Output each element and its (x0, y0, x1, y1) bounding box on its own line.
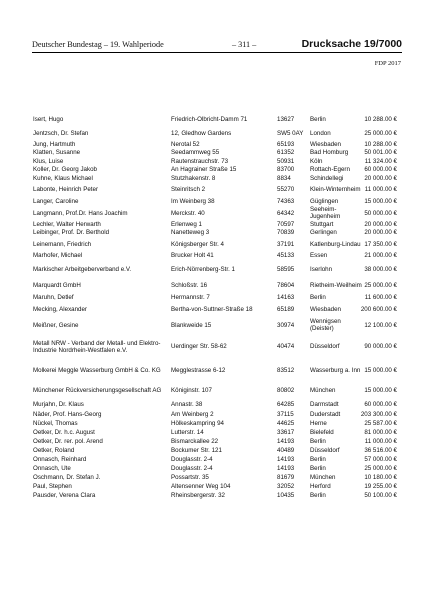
donor-name: Langer, Caroline (33, 197, 79, 205)
donation-amount: 10 288.00 € (364, 115, 397, 123)
donor-postcode: 70839 (277, 229, 295, 237)
donor-street: Rautenstrauchstr. 73 (171, 157, 229, 165)
donor-name: Isert, Hugo (33, 115, 64, 123)
donor-postcode: 14193 (277, 456, 295, 463)
donor-city: Bad Homburg (310, 149, 349, 157)
donor-city: Köln (310, 157, 323, 165)
table-row (33, 400, 401, 410)
donor-name: Oschmann, Dr. Stefan J. (33, 474, 101, 481)
donor-city: Katlenburg-Lindau (310, 240, 361, 248)
donation-amount: 81 000.00 € (364, 429, 397, 436)
donor-street: Merckstr. 40 (171, 209, 205, 217)
donor-postcode: 58595 (277, 265, 295, 273)
donation-amount: 11 000.00 € (364, 186, 397, 193)
donation-amount: 17 350.00 € (364, 240, 397, 248)
donor-postcode: 83512 (277, 367, 295, 374)
donation-amount: 21 000.00 € (364, 252, 397, 260)
donor-street: Hermannstr. 7 (171, 294, 210, 302)
donor-name: Klus, Luise (33, 157, 64, 165)
table-row (33, 464, 401, 473)
donation-amount: 60 000.00 € (364, 166, 397, 174)
donor-street: Hölkeskampring 94 (171, 420, 224, 427)
donor-postcode: 14193 (277, 465, 295, 472)
donor-name: Molkerei Meggle Wasserburg GmbH & Co. KG (33, 367, 161, 374)
table-row (33, 112, 401, 126)
donor-street: Am Weinberg 2 (171, 410, 214, 418)
donor-street: Königsberger Str. 4 (171, 240, 224, 248)
header-rule (32, 52, 402, 53)
table-row (33, 491, 401, 500)
section-tag: FDP 2017 (374, 60, 401, 67)
donor-postcode: 50931 (277, 157, 295, 165)
donor-city: Herne (310, 420, 327, 427)
donor-postcode: 64285 (277, 401, 295, 409)
donor-postcode: 61352 (277, 149, 295, 157)
donor-name: Koller, Dr. Georg Jakob (33, 166, 97, 174)
donor-postcode: 64342 (277, 209, 295, 217)
donor-name: Kuhne, Klaus Michael (33, 174, 93, 182)
donation-amount: 25 000.00 € (364, 129, 397, 137)
table-row (33, 302, 401, 317)
donor-name: Markischer Arbeitgeberverband e.V. (33, 265, 132, 273)
donor-name: Leinemann, Friedrich (33, 240, 92, 248)
donation-amount: 11 600.00 € (364, 294, 397, 302)
donor-name: Mecking, Alexander (33, 306, 87, 313)
donor-street: Erich-Nörrenberg-Str. 1 (171, 265, 235, 273)
donation-amount: 57 000.00 € (364, 456, 397, 463)
donor-street: Uerdinger Str. 58-62 (171, 343, 227, 350)
donor-city: Wiesbaden (310, 306, 341, 313)
donor-name: Labonte, Heinrich Peter (33, 186, 99, 193)
donor-street: Bismarckallee 22 (171, 438, 219, 445)
donor-city: Darmstadt (310, 401, 339, 409)
table-row (33, 333, 401, 360)
donation-amount: 20 000.00 € (364, 229, 397, 237)
donation-amount: 38 000.00 € (364, 265, 397, 273)
donor-street: Nanetteweg 3 (171, 229, 210, 237)
donor-name: Klatten, Susanne (33, 149, 81, 157)
donor-street: Nerotal 52 (171, 140, 200, 148)
donor-street: 12, Gledhow Gardens (171, 129, 232, 137)
table-row (33, 261, 401, 278)
donation-amount: 200 600.00 € (360, 306, 397, 313)
donation-amount: 11 000.00 € (364, 438, 397, 445)
donor-table (33, 112, 401, 500)
donor-street: Rheinsbergerstr. 32 (171, 492, 225, 499)
donor-postcode: 81679 (277, 474, 295, 481)
donor-street: Bockumer Str. 121 (171, 447, 222, 454)
donor-name: Lechler, Walter Herwarth (33, 220, 101, 228)
table-row (33, 149, 401, 158)
donation-amount: 19 255.00 € (364, 483, 397, 490)
donor-city: Klein-Winternheim (310, 186, 361, 193)
table-row (33, 157, 401, 166)
donor-street: Schloßstr. 16 (171, 282, 208, 289)
donor-city: Stuttgart (310, 220, 334, 228)
table-row (33, 278, 401, 294)
donation-amount: 25 587.00 € (364, 420, 397, 427)
donor-name: Onnasch, Ute (33, 465, 71, 472)
donor-name: Metall NRW - Verband der Metall- und Elektro-Industrie Nordrhein-Westfalen e.V. (33, 339, 161, 354)
donor-postcode: 33617 (277, 429, 295, 436)
donor-city: Duderstadt (310, 410, 341, 418)
donor-name: Oetker, Dr. h.c. August (33, 429, 95, 436)
donor-street: An Hagrainer Straße 15 (171, 166, 237, 174)
donor-name: Pausder, Verena Clara (33, 492, 96, 499)
donor-postcode: 44625 (277, 420, 295, 427)
donor-name: Onnasch, Reinhard (33, 456, 87, 463)
table-row (33, 197, 401, 207)
donor-city: Rietheim-Weilheim (310, 282, 362, 289)
donor-city: Düsseldorf (310, 447, 340, 454)
donor-street: Erlenweg 1 (171, 220, 202, 228)
donor-city: München (310, 474, 336, 481)
donor-city: Güglingen (310, 197, 339, 205)
donor-city: Berlin (310, 456, 326, 463)
donor-postcode: 40474 (277, 343, 295, 350)
donor-postcode: 80802 (277, 387, 295, 394)
donor-postcode: 65189 (277, 306, 295, 313)
donor-city: Berlin (310, 465, 326, 472)
donor-name: Meißner, Gesine (33, 321, 79, 329)
table-row (33, 237, 401, 251)
donor-name: Oetker, Roland (33, 447, 75, 454)
donor-name: Paul, Stephen (33, 483, 72, 490)
donor-city: Berlin (310, 294, 326, 302)
donor-street: Bertha-von-Suttner-Straße 18 (171, 306, 253, 313)
donor-postcode: 13627 (277, 115, 295, 123)
table-row (33, 410, 401, 420)
donor-postcode: 70597 (277, 220, 295, 228)
donor-street: Im Weinberg 38 (171, 197, 215, 205)
donor-postcode: 32052 (277, 483, 295, 490)
donor-postcode: 37115 (277, 410, 294, 418)
donor-name: Münchener Rückversicherungsgesellschaft AG (33, 387, 162, 394)
donor-postcode: 74363 (277, 197, 295, 205)
donation-amount: 36 516.00 € (364, 447, 397, 454)
table-row (33, 220, 401, 229)
donor-postcode: 30974 (277, 321, 295, 329)
donor-city: München (310, 387, 336, 394)
donor-name: Langmann, Prof.Dr. Hans Joachim (33, 209, 128, 217)
donor-street: Blankweide 15 (171, 321, 212, 329)
table-row (33, 419, 401, 428)
donor-name: Nückel, Thomas (33, 420, 78, 427)
donation-amount: 12 100.00 € (364, 321, 397, 329)
donor-city: Bielefeld (310, 429, 334, 436)
page-header (32, 40, 402, 52)
donor-name: Jentzsch, Dr. Stefan (33, 129, 89, 137)
donor-city: Berlin (310, 438, 326, 445)
table-row (33, 206, 401, 220)
donation-amount: 90 000.00 € (364, 343, 397, 350)
document-number: Drucksache 19/7000 (301, 38, 402, 50)
donor-city: Düsseldorf (310, 343, 340, 350)
donor-city: Wiesbaden (310, 140, 341, 148)
donor-street: Steinritsch 2 (171, 186, 206, 193)
donor-street: Brucker Holt 41 (171, 252, 214, 260)
donor-street: Lutterstr. 14 (171, 429, 204, 436)
donor-name: Marhofer, Michael (33, 252, 83, 260)
donation-amount: 20 000.00 € (364, 174, 397, 182)
donation-amount: 10 180.00 € (364, 474, 397, 481)
donor-street: Königinstr. 107 (171, 387, 212, 394)
table-row (33, 183, 401, 197)
table-row (33, 294, 401, 303)
donation-amount: 20 000.00 € (364, 220, 397, 228)
donor-street: Megglestrasse 6-12 (171, 367, 226, 374)
header-left: Deutscher Bundestag – 19. Wahlperiode (32, 40, 164, 49)
donation-amount: 25 000.00 € (364, 282, 397, 289)
donor-street: Douglasstr. 2-4 (171, 456, 213, 463)
table-row (33, 317, 401, 333)
donation-amount: 203 300.00 € (360, 410, 397, 418)
donor-postcode: 83700 (277, 166, 295, 174)
table-row (33, 473, 401, 482)
donor-street: Possartstr. 35 (171, 474, 209, 481)
table-row (33, 437, 401, 446)
donor-postcode: 37191 (277, 240, 295, 248)
donor-name: Jung, Hartmuth (33, 140, 76, 148)
donor-postcode: 45133 (277, 252, 295, 260)
donor-street: Seedammweg 55 (171, 149, 220, 157)
table-row (33, 166, 401, 175)
table-row (33, 482, 401, 491)
donor-name: Leibinger, Prof. Dr. Berthold (33, 229, 110, 237)
table-row (33, 381, 401, 400)
donor-postcode: 14163 (277, 294, 295, 302)
table-row (33, 455, 401, 464)
donor-city: Herford (310, 483, 331, 490)
donation-amount: 25 000.00 € (364, 465, 397, 472)
donor-street: Annastr. 38 (171, 401, 203, 409)
donor-postcode: 55270 (277, 186, 295, 193)
table-row (33, 446, 401, 455)
table-row (33, 126, 401, 140)
donor-street: Friedrich-Olbricht-Damm 71 (171, 115, 248, 123)
donation-amount: 50 100.00 € (364, 492, 397, 499)
table-row (33, 428, 401, 437)
donor-name: Murjahn, Dr. Klaus (33, 401, 84, 409)
donor-street: Douglasstr. 2-4 (171, 465, 213, 472)
table-row (33, 229, 401, 238)
donor-name: Oetker, Dr. rer. pol. Arend (33, 438, 103, 445)
donation-amount: 15 000.00 € (364, 387, 397, 394)
donor-street: Altensenner Weg 104 (171, 483, 231, 490)
donor-name: Maruhn, Detlef (33, 294, 74, 302)
donation-amount: 10 288.00 € (364, 140, 397, 148)
donor-name: Näder, Prof. Hans-Georg (33, 410, 102, 418)
donor-city: Essen (310, 252, 328, 260)
donation-amount: 15 000.00 € (364, 197, 397, 205)
donation-amount: 50 000.00 € (364, 209, 397, 217)
donor-postcode: 65193 (277, 140, 295, 148)
donor-postcode: 78604 (277, 282, 295, 289)
table-row (33, 174, 401, 183)
donor-city: Wasserburg a. Inn (310, 367, 361, 374)
donation-amount: 60 000.00 € (364, 401, 397, 409)
donation-amount: 15 000.00 € (364, 367, 397, 374)
table-row (33, 360, 401, 381)
donor-street: Stutzhakenstr. 8 (171, 174, 216, 182)
donor-city: Gerlingen (310, 229, 337, 237)
table-row (33, 251, 401, 261)
donor-postcode: 14193 (277, 438, 295, 445)
donor-city: Berlin (310, 492, 326, 499)
donor-city: Seeheim-Jugenheim (310, 206, 341, 220)
donor-city: Berlin (310, 115, 326, 123)
donor-city: Iserlohn (310, 265, 333, 273)
donor-postcode: 10435 (277, 492, 295, 499)
donor-city: London (310, 129, 331, 137)
donor-postcode: SW5 0AY (277, 129, 304, 137)
donor-city: Rottach-Egern (310, 166, 350, 174)
donor-postcode: 8834 (277, 174, 291, 182)
donor-city: Schindellegi (310, 174, 344, 182)
donor-name: Marquardt GmbH (33, 282, 81, 289)
donation-amount: 50 001.00 € (364, 149, 397, 157)
donor-city: Wennigsen (Deister) (310, 318, 341, 332)
table-row (33, 140, 401, 149)
donation-amount: 11 324.00 € (364, 157, 397, 165)
donor-postcode: 40489 (277, 447, 295, 454)
page-number: – 311 – (232, 40, 257, 49)
